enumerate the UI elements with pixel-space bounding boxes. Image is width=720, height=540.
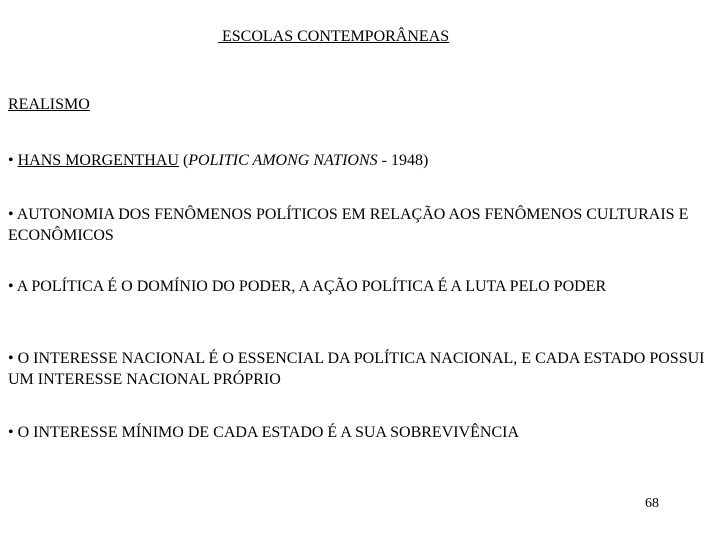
list-item: • O INTERESSE MÍNIMO DE CADA ESTADO É A SUA SOBREVIVÊNCIA: [8, 424, 520, 441]
author-line: [8, 150, 708, 171]
list-item: • AUTONOMIA DOS FENÔMENOS POLÍTICOS EM RELAÇÃO AOS FENÔMENOS CULTURAIS E ECONÔMICOS: [8, 206, 689, 244]
section-heading: REALISMO: [8, 96, 90, 113]
paren-open: (: [178, 152, 189, 169]
slide-title: ESCOLAS CONTEMPORÂNEAS: [218, 28, 450, 45]
list-item: • O INTERESSE NACIONAL É O ESSENCIAL DA POLÍTICA NACIONAL, E CADA ESTADO POSSUI UM INTERESSE NACIONAL PRÓPRIO: [8, 350, 705, 388]
page-number: 68: [645, 496, 659, 511]
list-item: • A POLÍTICA É O DOMÍNIO DO PODER, A AÇÃO POLÍTICA É A LUTA PELO PODER: [8, 278, 607, 295]
author-name: HANS MORGENTHAU: [17, 152, 179, 169]
bullet: •: [8, 152, 18, 169]
work-title: POLITIC AMONG NATIONS: [188, 152, 378, 169]
work-year: - 1948): [377, 152, 429, 169]
